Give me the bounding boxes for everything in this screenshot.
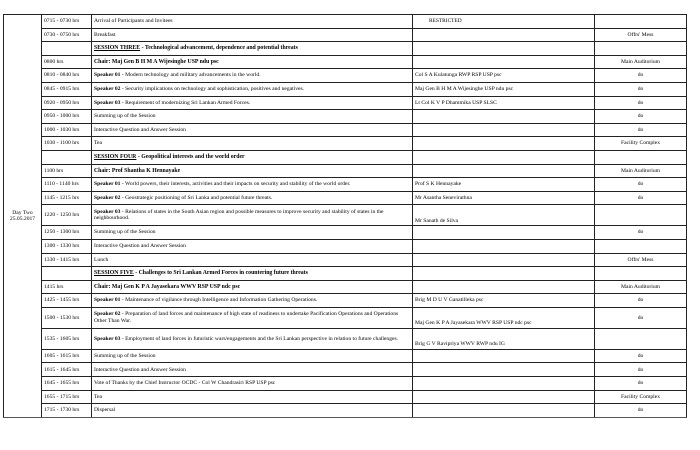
activity-text: Breakfast bbox=[94, 31, 116, 38]
activity-cell bbox=[92, 96, 413, 110]
programme-body bbox=[4, 15, 687, 418]
activity-cell bbox=[92, 15, 462, 29]
time-cell: 0950 - 1000 hrs bbox=[42, 110, 92, 124]
activity-cell bbox=[92, 404, 413, 418]
activity-cell bbox=[92, 82, 413, 96]
classification-label: RESTRICTED bbox=[429, 18, 462, 25]
schedule-row bbox=[4, 191, 687, 205]
activity-text: Interactive Question and Answer Session bbox=[94, 366, 186, 373]
time-cell: 0715 - 0730 hrs bbox=[42, 15, 92, 29]
venue-cell: do bbox=[595, 178, 687, 192]
speaker-cell bbox=[413, 377, 595, 391]
activity-cell bbox=[92, 377, 413, 391]
speaker-number: Speaker 02 bbox=[94, 194, 121, 201]
time-cell: 1425 - 1455 hrs bbox=[42, 294, 92, 308]
venue-cell: Main Auditorium bbox=[595, 280, 687, 294]
activity-text: Dispersal bbox=[94, 407, 116, 414]
speaker-cell bbox=[413, 239, 595, 253]
venue-cell: do bbox=[595, 123, 687, 137]
speaker-cell: Mr Sanath de Silva bbox=[413, 205, 595, 226]
venue-cell: do bbox=[595, 191, 687, 205]
speaker-cell bbox=[413, 42, 595, 56]
speaker-cell bbox=[413, 28, 595, 42]
schedule-row bbox=[4, 307, 687, 328]
session-title: SESSION FIVE bbox=[94, 270, 134, 277]
speaker-number: Speaker 01 bbox=[94, 297, 121, 304]
schedule-row bbox=[4, 178, 687, 192]
activity-cell bbox=[92, 123, 413, 137]
activity-cell bbox=[92, 226, 413, 240]
schedule-row bbox=[4, 294, 687, 308]
time-cell: 1000 - 1030 hrs bbox=[42, 123, 92, 137]
activity-text: - Modern technology and military advancements in the world. bbox=[120, 72, 261, 79]
chair-row bbox=[4, 280, 687, 294]
time-cell: 1145 - 1215 hrs bbox=[42, 191, 92, 205]
speaker-cell bbox=[413, 164, 595, 178]
activity-text: - World powers, their interests, activities and their impacts on security and stability of the world order. bbox=[120, 181, 351, 188]
activity-text: Arrival of Participants and Invitees bbox=[94, 18, 173, 25]
day-date: 25.05.2017 bbox=[9, 215, 36, 222]
schedule-row bbox=[4, 226, 687, 240]
activity-cell bbox=[92, 390, 413, 404]
activity-cell bbox=[92, 328, 413, 349]
speaker-cell: Brig M D U V Ganatilleka psc bbox=[413, 294, 595, 308]
activity-cell bbox=[92, 150, 413, 164]
schedule-row bbox=[4, 349, 687, 363]
session-title: SESSION THREE bbox=[94, 45, 141, 52]
venue-cell: do bbox=[595, 69, 687, 83]
programme-table bbox=[3, 14, 687, 418]
venue-cell: do bbox=[595, 82, 687, 96]
speaker-cell bbox=[413, 226, 595, 240]
activity-cell bbox=[92, 239, 413, 253]
activity-cell bbox=[92, 307, 413, 328]
venue-cell: do bbox=[595, 226, 687, 240]
activity-text: Tea bbox=[94, 140, 102, 147]
speaker-cell bbox=[413, 110, 595, 124]
speaker-cell bbox=[413, 349, 595, 363]
venue-cell bbox=[595, 205, 687, 226]
speaker-number: Speaker 01 bbox=[94, 72, 121, 79]
venue-cell: do bbox=[595, 377, 687, 391]
venue-cell bbox=[595, 150, 687, 164]
time-cell: 1220 - 1250 hrs bbox=[42, 205, 92, 226]
activity-text: Summing up of the Session bbox=[94, 113, 156, 120]
activity-text: - Requirement of modernizing Sri Lankan Armed Forces. bbox=[120, 99, 251, 106]
activity-text: Lunch bbox=[94, 256, 109, 263]
schedule-row bbox=[4, 123, 687, 137]
activity-cell bbox=[92, 28, 413, 42]
session-title: SESSION FOUR bbox=[94, 153, 137, 160]
session-header-row bbox=[4, 150, 687, 164]
schedule-row bbox=[4, 390, 687, 404]
activity-cell bbox=[92, 110, 413, 124]
activity-cell bbox=[92, 294, 413, 308]
speaker-number: Speaker 03 bbox=[94, 99, 121, 106]
venue-cell: do bbox=[595, 110, 687, 124]
schedule-row bbox=[4, 69, 687, 83]
chair-text: Chair: Maj Gen K P A Jayasekara WWV RSP USP ndc psc bbox=[94, 283, 241, 290]
venue-cell: do bbox=[595, 96, 687, 110]
activity-cell bbox=[92, 69, 413, 83]
speaker-cell bbox=[413, 123, 595, 137]
time-cell: 0810 - 0840 hrs bbox=[42, 69, 92, 83]
day-label: Day Two bbox=[12, 209, 33, 216]
time-cell: 0800 hrs bbox=[42, 55, 92, 69]
session-description: - Challenges to Sri Lankan Armed Forces in countering future threats bbox=[133, 270, 308, 277]
time-cell: 1300 - 1330 hrs bbox=[42, 239, 92, 253]
activity-cell bbox=[92, 349, 413, 363]
time-cell bbox=[42, 150, 92, 164]
chair-text: Chair: Maj Gen B H M A Wijesinghe USP ndu psc bbox=[94, 58, 219, 65]
schedule-row bbox=[4, 137, 687, 151]
chair-row bbox=[4, 55, 687, 69]
time-cell: 1605 - 1615 hrs bbox=[42, 349, 92, 363]
day-cell bbox=[4, 15, 42, 418]
chair-text: Chair: Prof Shantha K Hennayake bbox=[94, 167, 181, 174]
activity-cell bbox=[92, 137, 413, 151]
session-header-row bbox=[4, 42, 687, 56]
venue-cell: Offrs' Mess bbox=[595, 253, 687, 267]
time-cell: 1500 - 1530 hrs bbox=[42, 307, 92, 328]
schedule-row bbox=[4, 110, 687, 124]
venue-cell bbox=[595, 267, 687, 281]
venue-cell: Facility Complex bbox=[595, 390, 687, 404]
schedule-row bbox=[4, 404, 687, 418]
schedule-row bbox=[4, 328, 687, 349]
speaker-cell: Lt Col K V P Dhammika USP SLSC bbox=[413, 96, 595, 110]
schedule-row bbox=[4, 205, 687, 226]
time-cell: 1250 - 1300 hrs bbox=[42, 226, 92, 240]
time-cell: 0845 - 0915 hrs bbox=[42, 82, 92, 96]
activity-text: - Geostrategic positioning of Sri Lanka and potential future threats. bbox=[120, 194, 273, 201]
venue-cell: do bbox=[595, 363, 687, 377]
session-description: - Technological advancement, dependence and potential threats bbox=[140, 45, 298, 52]
time-cell: 1645 - 1655 hrs bbox=[42, 377, 92, 391]
speaker-number: Speaker 01 bbox=[94, 181, 121, 188]
speaker-cell: Col S A Kulatunga RWP RSP USP psc bbox=[413, 69, 595, 83]
schedule-row bbox=[4, 363, 687, 377]
venue-cell bbox=[595, 328, 687, 349]
speaker-cell bbox=[413, 55, 595, 69]
time-cell bbox=[42, 42, 92, 56]
activity-cell bbox=[92, 42, 413, 56]
schedule-row bbox=[4, 96, 687, 110]
venue-cell: Main Auditorium bbox=[595, 164, 687, 178]
schedule-row bbox=[4, 239, 687, 253]
activity-cell bbox=[92, 191, 413, 205]
activity-cell bbox=[92, 205, 413, 226]
time-cell: 1415 hrs bbox=[42, 280, 92, 294]
venue-cell: Main Auditorium bbox=[595, 55, 687, 69]
speaker-number: Speaker 03 bbox=[94, 335, 121, 342]
speaker-cell bbox=[413, 363, 595, 377]
activity-cell bbox=[92, 178, 413, 192]
speaker-cell: Prof S K Hennayake bbox=[413, 178, 595, 192]
speaker-cell bbox=[413, 280, 595, 294]
speaker-cell bbox=[413, 390, 595, 404]
speaker-cell bbox=[413, 253, 595, 267]
speaker-cell: Maj Gen K P A Jayasekara WWV RSP USP ndc psc bbox=[413, 307, 595, 328]
venue-cell: Offrs' Mess bbox=[595, 28, 687, 42]
time-cell: 0730 - 0750 hrs bbox=[42, 28, 92, 42]
venue-cell: do bbox=[595, 404, 687, 418]
venue-cell bbox=[595, 15, 687, 29]
speaker-number: Speaker 02 bbox=[94, 86, 121, 93]
activity-text: - Maintenance of vigilance through Intelligence and Information Gathering Operations. bbox=[120, 297, 318, 304]
activity-cell bbox=[92, 55, 413, 69]
time-cell: 1110 - 1140 hrs bbox=[42, 178, 92, 192]
activity-text: - Security implications on technology and sophistication, positives and negatives. bbox=[120, 86, 305, 93]
speaker-number: Speaker 02 bbox=[94, 311, 121, 318]
activity-text: - Relations of states in the South Asian region and possible measures to improve security and stability of states in the neighbourhood. bbox=[94, 208, 384, 222]
speaker-cell bbox=[413, 150, 595, 164]
speaker-cell bbox=[413, 137, 595, 151]
time-cell: 1030 - 1100 hrs bbox=[42, 137, 92, 151]
venue-cell: do bbox=[595, 307, 687, 328]
activity-cell bbox=[92, 363, 413, 377]
activity-text: Interactive Question and Answer Session bbox=[94, 126, 186, 133]
time-cell bbox=[42, 267, 92, 281]
activity-cell bbox=[92, 267, 413, 281]
session-description: - Geopolitical interests and the world order bbox=[136, 153, 245, 160]
schedule-row bbox=[4, 377, 687, 391]
speaker-number: Speaker 03 bbox=[94, 208, 121, 215]
venue-cell: do bbox=[595, 294, 687, 308]
venue-cell bbox=[595, 239, 687, 253]
time-cell: 0920 - 0950 hrs bbox=[42, 96, 92, 110]
session-header-row bbox=[4, 267, 687, 281]
speaker-cell: Maj Gen B H M A Wijesinghe USP ndu psc bbox=[413, 82, 595, 96]
speaker-cell: Mr Asantha Senevirathna bbox=[413, 191, 595, 205]
time-cell: 1100 hrs bbox=[42, 164, 92, 178]
activity-text: Tea bbox=[94, 393, 102, 400]
activity-cell bbox=[92, 253, 413, 267]
venue-cell: do bbox=[595, 349, 687, 363]
speaker-cell bbox=[413, 404, 595, 418]
schedule-row bbox=[4, 28, 687, 42]
activity-cell bbox=[92, 280, 413, 294]
time-cell: 1535 - 1605 hrs bbox=[42, 328, 92, 349]
time-cell: 1615 - 1645 hrs bbox=[42, 363, 92, 377]
venue-cell: Facility Complex bbox=[595, 137, 687, 151]
chair-row bbox=[4, 164, 687, 178]
schedule-row bbox=[4, 253, 687, 267]
activity-text: Summing up of the Session bbox=[94, 229, 156, 236]
activity-text: Summing up of the Session bbox=[94, 352, 156, 359]
activity-cell bbox=[92, 164, 413, 178]
schedule-row bbox=[4, 82, 687, 96]
activity-text: Interactive Question and Answer Session bbox=[94, 242, 186, 249]
activity-text: - Employment of land forces in futuristic wars/engagements and the Sri Lankan perspective in relation to future challenges. bbox=[120, 335, 399, 342]
time-cell: 1715 - 1730 hrs bbox=[42, 404, 92, 418]
time-cell: 1330 - 1415 hrs bbox=[42, 253, 92, 267]
speaker-cell bbox=[413, 267, 595, 281]
time-cell: 1655 - 1715 hrs bbox=[42, 390, 92, 404]
speaker-cell: Brig G V Ravipriya WWV RWP ndu IG bbox=[413, 328, 595, 349]
activity-text: Vote of Thanks by the Chief Instructor OCDC - Col W Chandrasiri RSP USP psc bbox=[94, 380, 276, 387]
activity-text: - Preparation of land forces and maintenance of high state of readiness to undertake Pacification Operations and Operations Other Than War. bbox=[94, 311, 399, 324]
venue-cell bbox=[595, 42, 687, 56]
schedule-row bbox=[4, 15, 687, 29]
